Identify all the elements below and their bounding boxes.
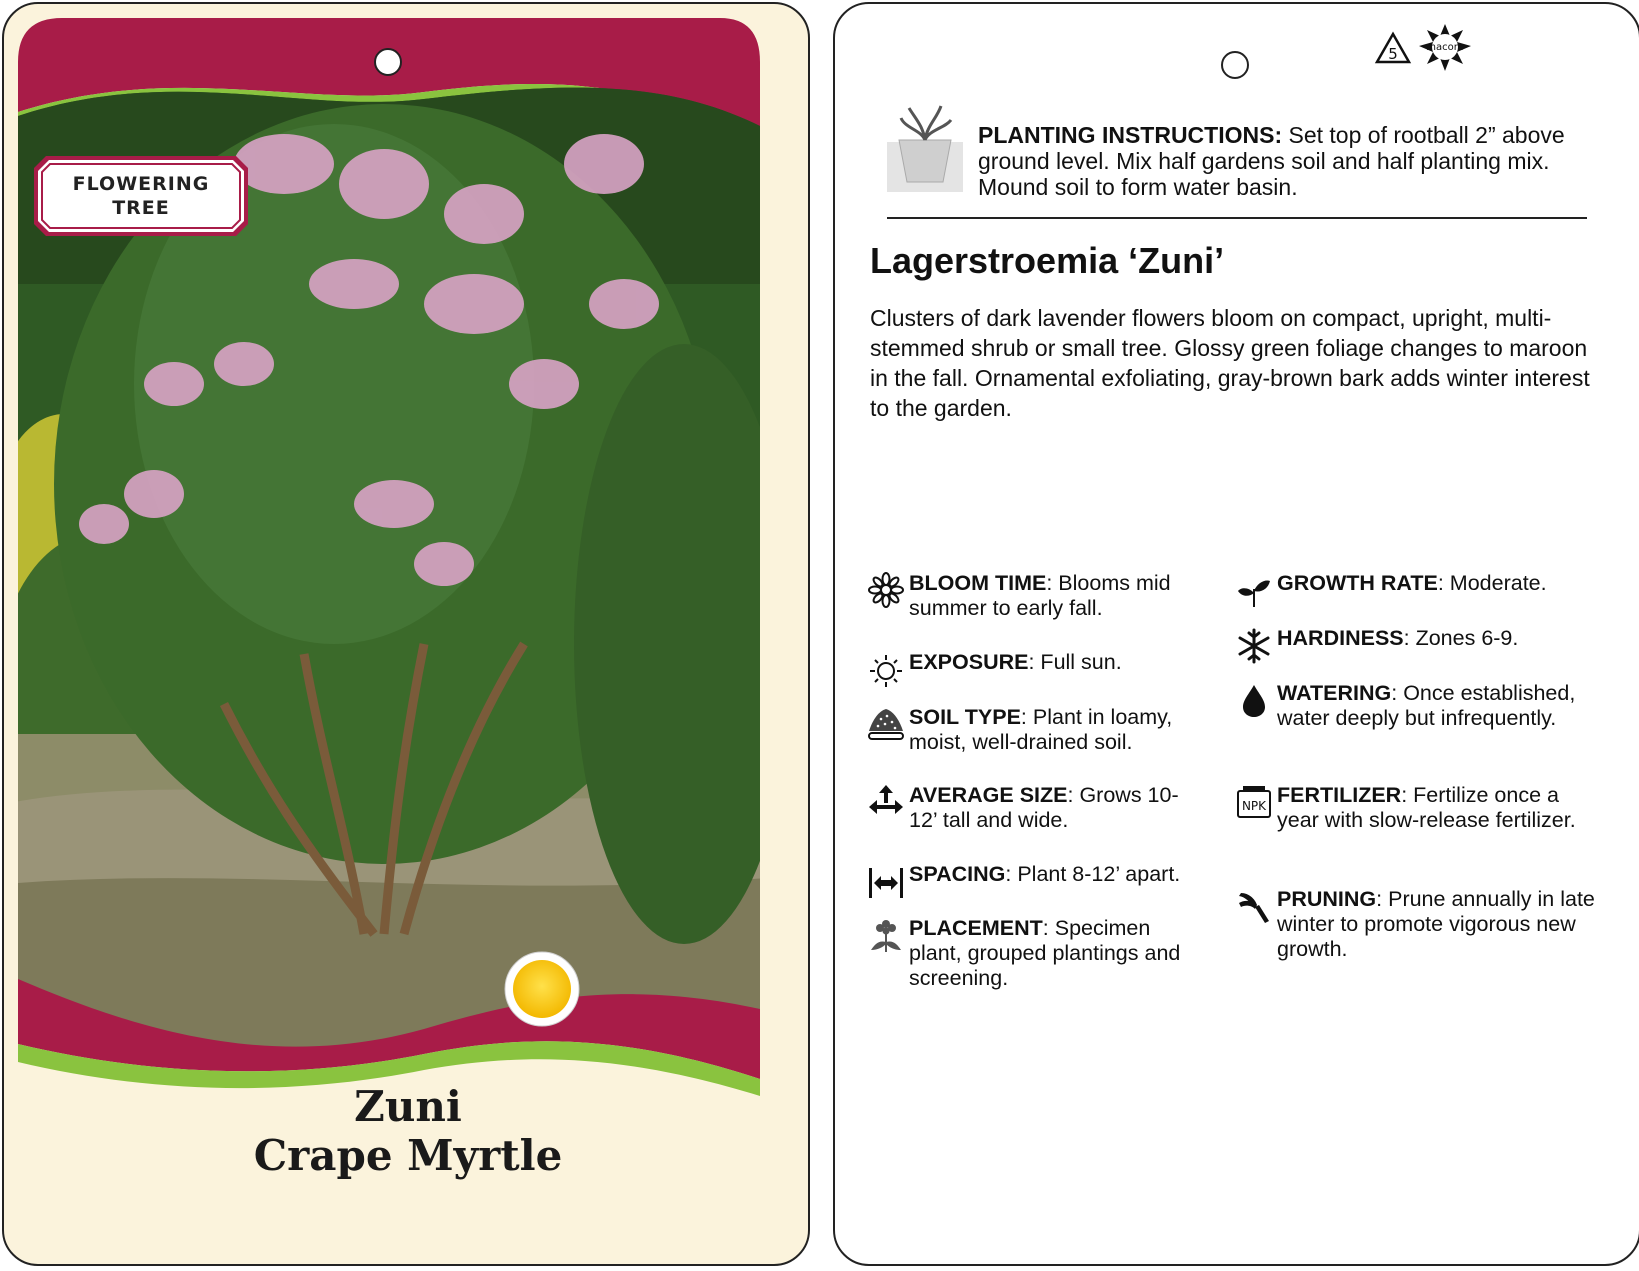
attr-label: WATERING bbox=[1277, 681, 1392, 705]
macore-logo-icon bbox=[1417, 24, 1473, 72]
sprout-icon bbox=[1235, 571, 1273, 609]
spacing-icon bbox=[867, 862, 905, 900]
attr-text: : Blooms mid summer to early fall. bbox=[909, 571, 1171, 620]
attr-label: GROWTH RATE bbox=[1277, 571, 1438, 595]
planting-text: Set top of rootball 2” above ground level. Mix half gardens soil and half planting mix. Mound soil to form water basin. bbox=[978, 122, 1565, 200]
attr-watering bbox=[1235, 681, 1595, 731]
attr-bloom-time bbox=[867, 571, 1197, 621]
placement-icon bbox=[867, 916, 905, 954]
size-arrows-icon bbox=[867, 783, 905, 821]
attr-label: SOIL TYPE bbox=[909, 705, 1021, 729]
front-tag bbox=[2, 2, 810, 1266]
attr-soil-type bbox=[867, 705, 1197, 755]
soil-icon bbox=[867, 705, 905, 743]
plant-description: Clusters of dark lavender flowers bloom on compact, upright, multi-stemmed shrub or small tree. Glossy green foliage changes to maroon in the fall. Ornamental exfoliating, gray-brown bark adds winter interest to the garden. bbox=[870, 305, 1590, 421]
badge-line-2: TREE bbox=[112, 197, 170, 219]
attr-growth-rate bbox=[1235, 571, 1595, 609]
attr-text: : Full sun. bbox=[1028, 650, 1122, 674]
scientific-name: Lagerstroemia ‘Zuni’ bbox=[870, 240, 1225, 281]
attr-text: : Grows 10-12’ tall and wide. bbox=[909, 783, 1179, 832]
back-tag bbox=[833, 2, 1639, 1266]
attr-label: HARDINESS bbox=[1277, 626, 1404, 650]
attr-fertilizer bbox=[1235, 783, 1595, 833]
recycle-icon bbox=[1373, 30, 1413, 70]
attr-placement bbox=[867, 916, 1197, 991]
attr-label: BLOOM TIME bbox=[909, 571, 1047, 595]
fertilizer-icon-label: NPK bbox=[1241, 799, 1267, 813]
attr-label: SPACING bbox=[909, 862, 1006, 886]
snowflake-icon bbox=[1235, 626, 1273, 664]
hang-hole-back bbox=[1221, 51, 1249, 79]
brand-name: macore bbox=[1426, 42, 1464, 53]
water-drop-icon bbox=[1235, 681, 1273, 719]
attr-text: : Fertilize once a year with slow-release fertilizer. bbox=[1277, 783, 1576, 832]
recycle-number: 5 bbox=[1388, 45, 1398, 63]
common-name-line-1: Zuni bbox=[354, 1082, 462, 1131]
attr-text: : Prune annually in late winter to promote vigorous new growth. bbox=[1277, 887, 1595, 961]
attr-text: : Once established, water deeply but infrequently. bbox=[1277, 681, 1576, 730]
flower-icon bbox=[867, 571, 905, 609]
attr-pruning bbox=[1235, 887, 1595, 962]
attr-text: : Plant 8-12’ apart. bbox=[1005, 862, 1181, 886]
attr-label: PLACEMENT bbox=[909, 916, 1043, 940]
planting-label: PLANTING INSTRUCTIONS: bbox=[978, 122, 1283, 148]
attr-label: PRUNING bbox=[1277, 887, 1377, 911]
attr-spacing bbox=[867, 862, 1197, 900]
flowering-tree-badge bbox=[34, 156, 248, 236]
hang-hole bbox=[374, 48, 402, 76]
sun-icon bbox=[867, 650, 905, 688]
planting-pot-icon bbox=[885, 104, 965, 194]
attr-exposure bbox=[867, 650, 1197, 688]
attr-label: EXPOSURE bbox=[909, 650, 1029, 674]
attr-label: FERTILIZER bbox=[1277, 783, 1402, 807]
divider-line bbox=[887, 217, 1587, 219]
attr-text: : Specimen plant, grouped plantings and screening. bbox=[909, 916, 1181, 990]
attr-label: AVERAGE SIZE bbox=[909, 783, 1068, 807]
attr-text: : Plant in loamy, moist, well-drained soil. bbox=[909, 705, 1173, 754]
fertilizer-icon bbox=[1235, 783, 1273, 821]
planting-instructions bbox=[978, 122, 1618, 200]
attr-text: : Moderate. bbox=[1437, 571, 1547, 595]
pruners-icon bbox=[1235, 887, 1273, 925]
attr-average-size bbox=[867, 783, 1197, 833]
attr-text: : Zones 6-9. bbox=[1403, 626, 1519, 650]
attr-hardiness bbox=[1235, 626, 1595, 664]
common-name-line-2: Crape Myrtle bbox=[253, 1131, 563, 1180]
badge-line-1: FLOWERING bbox=[72, 173, 210, 195]
